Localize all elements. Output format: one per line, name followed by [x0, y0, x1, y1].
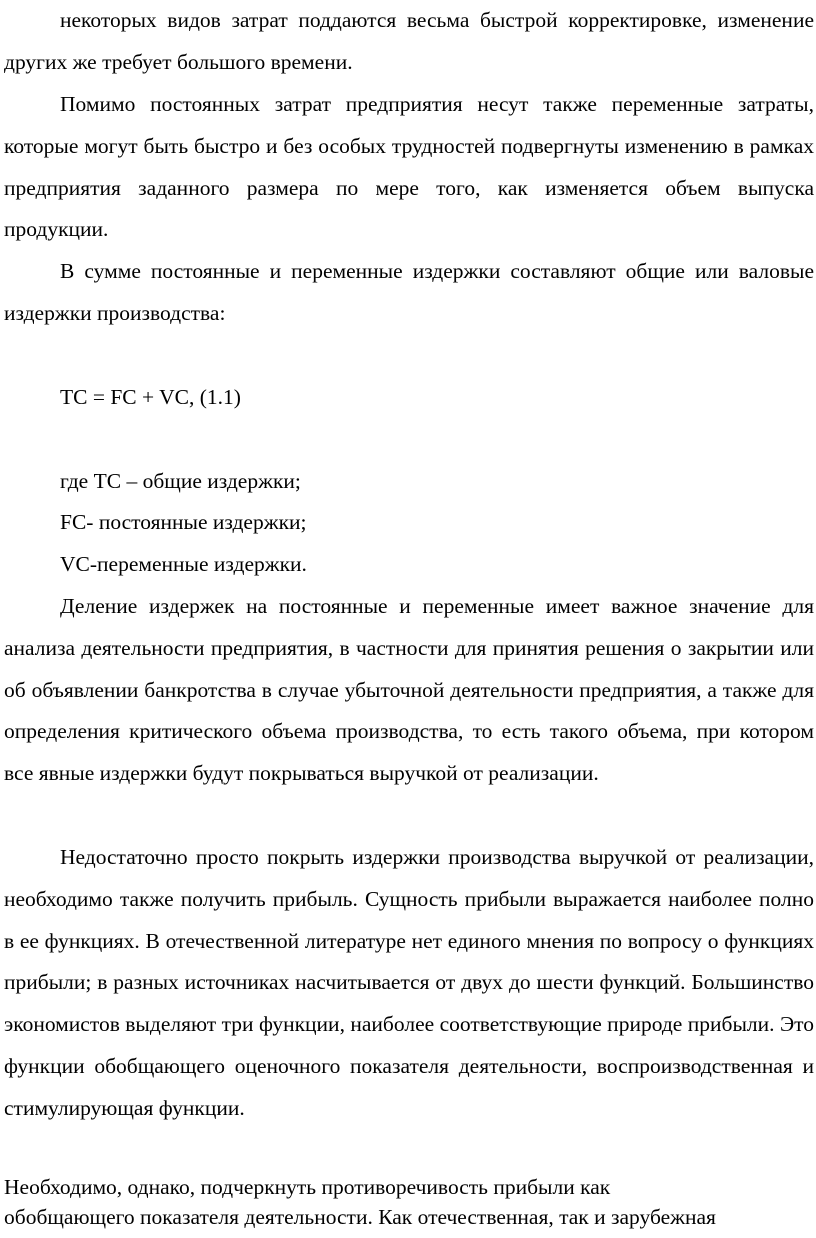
paragraph-total-costs: В сумме постоянные и переменные издержки составляют общие или валовые издержки производства:: [4, 259, 814, 325]
paragraph-profit: Недостаточно просто покрыть издержки производства выручкой от реализации, необходимо также получить прибыль. Сущность прибыли выражается наиболее полно в ее функциях. В отечественной литературе нет единого мнения по вопросу о функциях прибыли; в разных источниках насчитывается от двух до шести функций. Большинство экономистов выделяют три функции, наиболее соответствующие природе прибыли. Это функции обобщающего оценочного показателя деятельности, воспроизводственная и стимулирующая функции.: [4, 845, 814, 1120]
paragraph-contradiction-line-2: обобщающего показателя деятельности. Как отечественная, так и зарубежная: [4, 1205, 716, 1229]
formula-total-costs: TC = FC + VC, (1.1): [60, 385, 241, 409]
definition-tc: где ТС – общие издержки;: [60, 469, 301, 493]
paragraph-cost-division: Деление издержек на постоянные и переменные имеет важное значение для анализа деятельности предприятия, в частности для принятия решения о закрытии или об объявлении банкротства в случае убыточной деятельности предприятия, а также для определения критического объема производства, то есть такого объема, при котором все явные издержки будут покрываться выручкой от реализации.: [4, 594, 814, 786]
paragraph-variable-costs: Помимо постоянных затрат предприятия несут также переменные затраты, которые могут быть быстро и без особых трудностей подвергнуты изменению в рамках предприятия заданного размера по мере того, как изменяется объем выпуска продукции.: [4, 92, 814, 242]
paragraph-contradiction-line-1: Необходимо, однако, подчеркнуть противоречивость прибыли как: [4, 1175, 611, 1199]
definition-vc: VC-переменные издержки.: [60, 552, 307, 576]
definition-fc: FC- постоянные издержки;: [60, 510, 307, 534]
paragraph-intro: некоторых видов затрат поддаются весьма быстрой корректировке, изменение других же требует большого времени.: [4, 8, 814, 74]
